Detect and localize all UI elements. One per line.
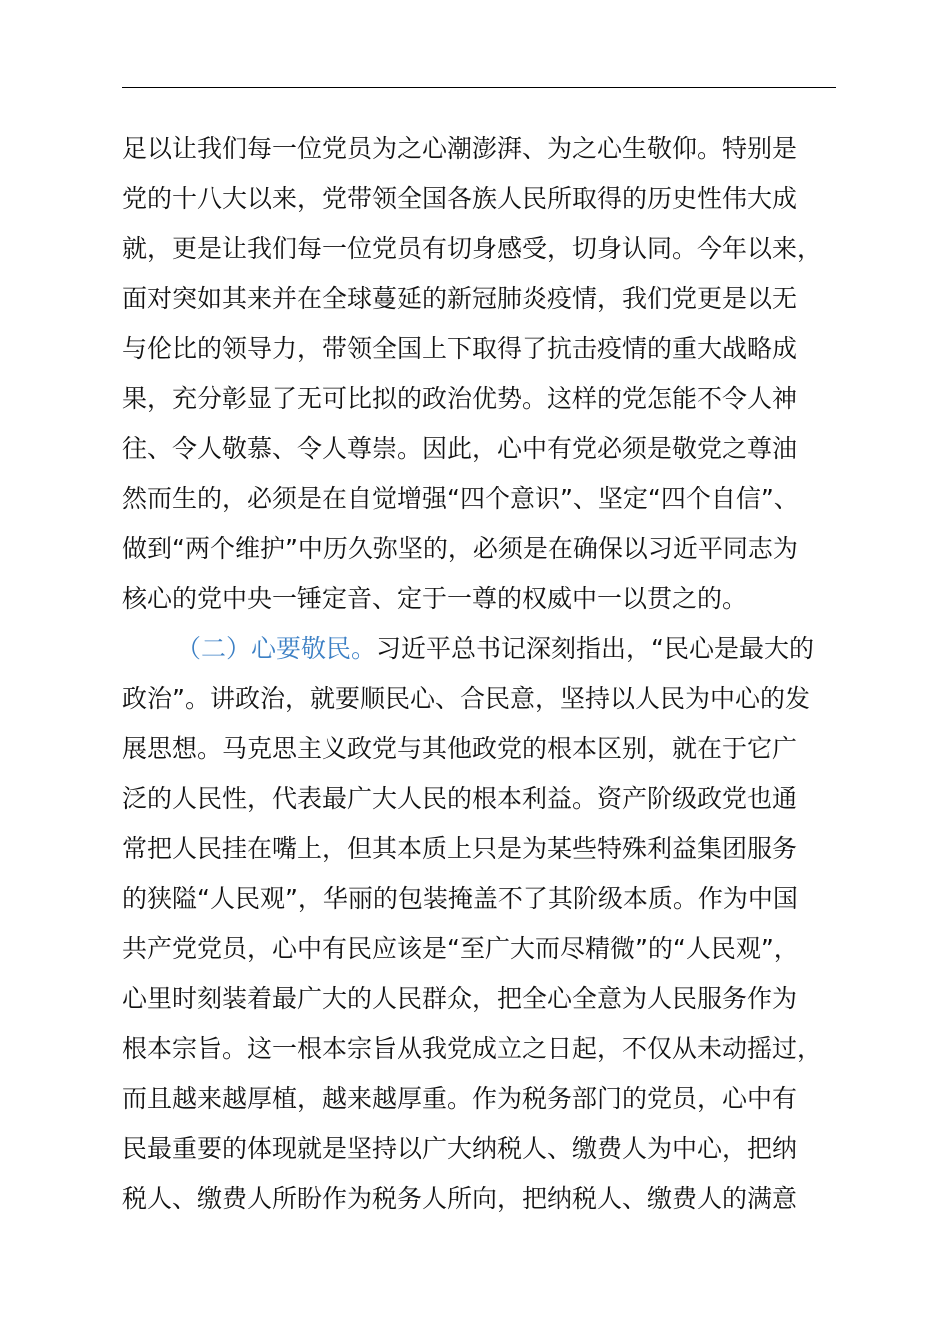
paragraph-line: 面对突如其来并在全球蔓延的新冠肺炎疫情，我们党更是以无 — [122, 284, 798, 313]
paragraph-line: 就，更是让我们每一位党员有切身感受，切身认同。今年以来， — [122, 234, 823, 263]
paragraph-line: 政治”。讲政治，就要顺民心、合民意，坚持以人民为中心的发 — [122, 684, 810, 713]
paragraph-line: 果，充分彰显了无可比拟的政治优势。这样的党怎能不令人神 — [122, 384, 798, 413]
paragraph-line: 心里时刻装着最广大的人民群众，把全心全意为人民服务作为 — [122, 984, 798, 1013]
section-heading: （二）心要敬民。 — [176, 634, 377, 663]
paragraph-line: 的狭隘“人民观”，华丽的包装掩盖不了其阶级本质。作为中国 — [122, 884, 798, 913]
header-rule — [122, 87, 836, 88]
paragraph-line: 展思想。马克思主义政党与其他政党的根本区别，就在于它广 — [122, 734, 798, 763]
paragraph-line: 做到“两个维护”中历久弥坚的，必须是在确保以习近平同志为 — [122, 534, 798, 563]
paragraph-line: 足以让我们每一位党员为之心潮澎湃、为之心生敬仰。特别是 — [122, 134, 798, 163]
paragraph-line: 与伦比的领导力，带领全国上下取得了抗击疫情的重大战略成 — [122, 334, 798, 363]
body-text — [122, 124, 852, 1224]
paragraph-line: 然而生的，必须是在自觉增强“四个意识”、坚定“四个自信”、 — [122, 484, 799, 513]
paragraph-line: 泛的人民性，代表最广大人民的根本利益。资产阶级政党也通 — [122, 784, 798, 813]
paragraph-line: 民最重要的体现就是坚持以广大纳税人、缴费人为中心，把纳 — [122, 1134, 798, 1163]
paragraph-line: 共产党党员，心中有民应该是“至广大而尽精微”的“人民观”， — [122, 934, 799, 963]
paragraph-line: 根本宗旨。这一根本宗旨从我党成立之日起，不仅从未动摇过， — [122, 1034, 823, 1063]
paragraph-line: 党的十八大以来，党带领全国各族人民所取得的历史性伟大成 — [122, 184, 798, 213]
section-heading-line — [122, 624, 852, 674]
paragraph-line-rest: 习近平总书记深刻指出，“民心是最大的 — [376, 634, 814, 663]
paragraph-line: 常把人民挂在嘴上，但其本质上只是为某些特殊利益集团服务 — [122, 834, 798, 863]
paragraph-line: 税人、缴费人所盼作为税务人所向，把纳税人、缴费人的满意 — [122, 1184, 798, 1213]
paragraph-line: 核心的党中央一锤定音、定于一尊的权威中一以贯之的。 — [122, 584, 748, 613]
paragraph-line: 而且越来越厚植，越来越厚重。作为税务部门的党员，心中有 — [122, 1084, 798, 1113]
paragraph-line: 往、令人敬慕、令人尊崇。因此，心中有党必须是敬党之尊油 — [122, 434, 798, 463]
